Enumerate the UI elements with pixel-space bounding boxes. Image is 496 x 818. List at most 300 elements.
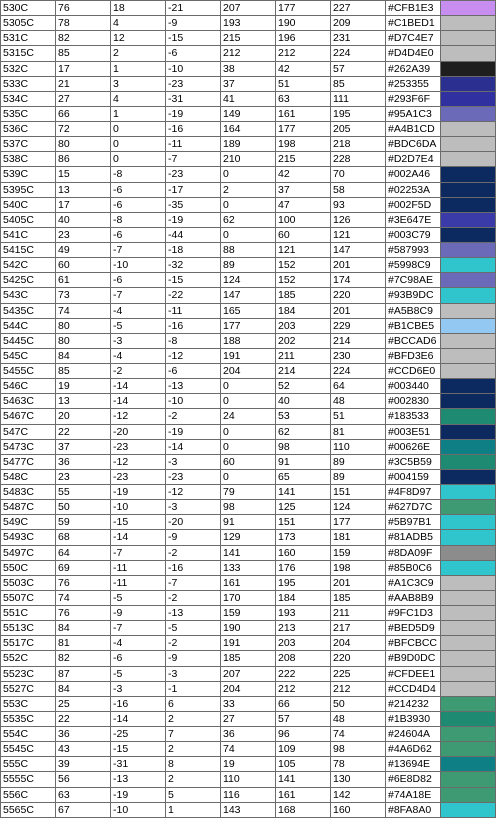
a-value-cell: 12 (111, 31, 166, 46)
hex-code-cell: #24604A (386, 727, 441, 742)
red-value-cell: 36 (221, 727, 276, 742)
lightness-cell: 87 (56, 666, 111, 681)
hex-code-cell: #A5B8C9 (386, 303, 441, 318)
red-value-cell: 0 (221, 227, 276, 242)
lightness-cell: 69 (56, 560, 111, 575)
blue-value-cell: 124 (331, 500, 386, 515)
green-value-cell: 53 (276, 409, 331, 424)
blue-value-cell: 174 (331, 273, 386, 288)
red-value-cell: 215 (221, 31, 276, 46)
color-code-cell: 5493C (1, 530, 56, 545)
blue-value-cell: 121 (331, 227, 386, 242)
red-value-cell: 38 (221, 61, 276, 76)
color-swatch (441, 575, 496, 590)
b-value-cell: -8 (166, 333, 221, 348)
color-swatch (441, 303, 496, 318)
a-value-cell: 0 (111, 137, 166, 152)
lightness-cell: 43 (56, 742, 111, 757)
green-value-cell: 203 (276, 636, 331, 651)
color-code-cell: 555C (1, 757, 56, 772)
b-value-cell: -16 (166, 318, 221, 333)
a-value-cell: -7 (111, 243, 166, 258)
color-code-cell: 532C (1, 61, 56, 76)
hex-code-cell: #214232 (386, 696, 441, 711)
lightness-cell: 61 (56, 273, 111, 288)
hex-code-cell: #002F5D (386, 197, 441, 212)
table-row (1, 802, 496, 817)
blue-value-cell: 185 (331, 590, 386, 605)
green-value-cell: 42 (276, 167, 331, 182)
a-value-cell: -8 (111, 212, 166, 227)
color-swatch (441, 454, 496, 469)
a-value-cell: -11 (111, 560, 166, 575)
blue-value-cell: 204 (331, 636, 386, 651)
green-value-cell: 40 (276, 394, 331, 409)
green-value-cell: 168 (276, 802, 331, 817)
green-value-cell: 212 (276, 46, 331, 61)
blue-value-cell: 218 (331, 137, 386, 152)
table-row (1, 318, 496, 333)
table-row (1, 31, 496, 46)
blue-value-cell: 229 (331, 318, 386, 333)
b-value-cell: -20 (166, 515, 221, 530)
green-value-cell: 141 (276, 485, 331, 500)
a-value-cell: -16 (111, 696, 166, 711)
a-value-cell: -10 (111, 500, 166, 515)
blue-value-cell: 58 (331, 182, 386, 197)
b-value-cell: -23 (166, 167, 221, 182)
lightness-cell: 66 (56, 106, 111, 121)
b-value-cell: -3 (166, 454, 221, 469)
red-value-cell: 165 (221, 303, 276, 318)
color-swatch (441, 1, 496, 16)
green-value-cell: 52 (276, 379, 331, 394)
color-code-cell: 5473C (1, 439, 56, 454)
a-value-cell: 4 (111, 91, 166, 106)
color-code-cell: 530C (1, 1, 56, 16)
red-value-cell: 116 (221, 787, 276, 802)
color-code-cell: 5425C (1, 273, 56, 288)
hex-code-cell: #5B97B1 (386, 515, 441, 530)
a-value-cell: -5 (111, 666, 166, 681)
hex-code-cell: #183533 (386, 409, 441, 424)
blue-value-cell: 227 (331, 1, 386, 16)
b-value-cell: 5 (166, 787, 221, 802)
hex-code-cell: #002830 (386, 394, 441, 409)
color-swatch (441, 606, 496, 621)
b-value-cell: -22 (166, 288, 221, 303)
blue-value-cell: 195 (331, 106, 386, 121)
color-swatch (441, 76, 496, 91)
blue-value-cell: 64 (331, 379, 386, 394)
blue-value-cell: 51 (331, 409, 386, 424)
red-value-cell: 207 (221, 1, 276, 16)
lightness-cell: 20 (56, 409, 111, 424)
hex-code-cell: #BFCBCC (386, 636, 441, 651)
blue-value-cell: 224 (331, 364, 386, 379)
lightness-cell: 85 (56, 364, 111, 379)
color-code-cell: 5503C (1, 575, 56, 590)
b-value-cell: 6 (166, 696, 221, 711)
red-value-cell: 185 (221, 651, 276, 666)
hex-code-cell: #D7C4E7 (386, 31, 441, 46)
a-value-cell: -12 (111, 409, 166, 424)
hex-code-cell: #1B3930 (386, 711, 441, 726)
table-row (1, 454, 496, 469)
color-code-cell: 539C (1, 167, 56, 182)
hex-code-cell: #BFD3E6 (386, 348, 441, 363)
color-swatch (441, 681, 496, 696)
hex-code-cell: #13694E (386, 757, 441, 772)
table-row (1, 742, 496, 757)
blue-value-cell: 98 (331, 742, 386, 757)
a-value-cell: 0 (111, 152, 166, 167)
color-swatch (441, 167, 496, 182)
color-swatch (441, 590, 496, 605)
b-value-cell: -2 (166, 545, 221, 560)
blue-value-cell: 89 (331, 469, 386, 484)
lightness-cell: 64 (56, 545, 111, 560)
color-code-cell: 531C (1, 31, 56, 46)
b-value-cell: -2 (166, 409, 221, 424)
a-value-cell: -13 (111, 772, 166, 787)
a-value-cell: -6 (111, 227, 166, 242)
red-value-cell: 141 (221, 545, 276, 560)
color-code-cell: 552C (1, 651, 56, 666)
table-row (1, 61, 496, 76)
color-code-cell: 5467C (1, 409, 56, 424)
hex-code-cell: #CCD4D4 (386, 681, 441, 696)
b-value-cell: -1 (166, 681, 221, 696)
blue-value-cell: 126 (331, 212, 386, 227)
table-row (1, 409, 496, 424)
color-code-cell: 5513C (1, 621, 56, 636)
green-value-cell: 151 (276, 515, 331, 530)
b-value-cell: -7 (166, 575, 221, 590)
table-row (1, 227, 496, 242)
color-swatch (441, 333, 496, 348)
color-swatch (441, 394, 496, 409)
color-swatch (441, 258, 496, 273)
a-value-cell: -4 (111, 636, 166, 651)
color-swatch (441, 212, 496, 227)
a-value-cell: -6 (111, 651, 166, 666)
a-value-cell: -7 (111, 545, 166, 560)
table-row (1, 696, 496, 711)
lightness-cell: 82 (56, 31, 111, 46)
a-value-cell: -14 (111, 394, 166, 409)
green-value-cell: 57 (276, 711, 331, 726)
a-value-cell: -9 (111, 606, 166, 621)
color-swatch (441, 379, 496, 394)
lightness-cell: 74 (56, 590, 111, 605)
red-value-cell: 89 (221, 258, 276, 273)
table-row (1, 681, 496, 696)
red-value-cell: 143 (221, 802, 276, 817)
hex-code-cell: #02253A (386, 182, 441, 197)
lightness-cell: 23 (56, 469, 111, 484)
lightness-cell: 50 (56, 500, 111, 515)
color-code-cell: 536C (1, 122, 56, 137)
color-swatch (441, 545, 496, 560)
hex-code-cell: #B9D0DC (386, 651, 441, 666)
color-code-cell: 5315C (1, 46, 56, 61)
lightness-cell: 22 (56, 711, 111, 726)
red-value-cell: 27 (221, 711, 276, 726)
lightness-cell: 80 (56, 333, 111, 348)
color-swatch (441, 469, 496, 484)
color-swatch (441, 16, 496, 31)
lightness-cell: 39 (56, 757, 111, 772)
hex-code-cell: #BED5D9 (386, 621, 441, 636)
blue-value-cell: 48 (331, 711, 386, 726)
color-code-cell: 5535C (1, 711, 56, 726)
red-value-cell: 60 (221, 454, 276, 469)
green-value-cell: 212 (276, 681, 331, 696)
color-swatch (441, 530, 496, 545)
color-swatch (441, 227, 496, 242)
blue-value-cell: 201 (331, 303, 386, 318)
red-value-cell: 188 (221, 333, 276, 348)
green-value-cell: 66 (276, 696, 331, 711)
b-value-cell: -14 (166, 439, 221, 454)
blue-value-cell: 70 (331, 167, 386, 182)
red-value-cell: 33 (221, 696, 276, 711)
b-value-cell: -12 (166, 485, 221, 500)
red-value-cell: 0 (221, 469, 276, 484)
color-code-cell: 5565C (1, 802, 56, 817)
table-row (1, 757, 496, 772)
hex-code-cell: #74A18E (386, 787, 441, 802)
lightness-cell: 76 (56, 606, 111, 621)
hex-code-cell: #AAB8B9 (386, 590, 441, 605)
green-value-cell: 177 (276, 1, 331, 16)
b-value-cell: -31 (166, 91, 221, 106)
table-row (1, 530, 496, 545)
hex-code-cell: #003C79 (386, 227, 441, 242)
a-value-cell: -14 (111, 530, 166, 545)
lightness-cell: 17 (56, 61, 111, 76)
hex-code-cell: #002A46 (386, 167, 441, 182)
b-value-cell: 2 (166, 742, 221, 757)
red-value-cell: 91 (221, 515, 276, 530)
green-value-cell: 222 (276, 666, 331, 681)
lightness-cell: 55 (56, 485, 111, 500)
color-swatch (441, 61, 496, 76)
red-value-cell: 191 (221, 636, 276, 651)
table-row (1, 575, 496, 590)
green-value-cell: 196 (276, 31, 331, 46)
green-value-cell: 213 (276, 621, 331, 636)
b-value-cell: -35 (166, 197, 221, 212)
b-value-cell: -44 (166, 227, 221, 242)
color-swatch (441, 182, 496, 197)
color-code-cell: 5435C (1, 303, 56, 318)
color-swatch (441, 137, 496, 152)
green-value-cell: 177 (276, 122, 331, 137)
a-value-cell: -4 (111, 348, 166, 363)
a-value-cell: -19 (111, 485, 166, 500)
hex-code-cell: #95A1C3 (386, 106, 441, 121)
green-value-cell: 215 (276, 152, 331, 167)
red-value-cell: 74 (221, 742, 276, 757)
hex-code-cell: #C1BED1 (386, 16, 441, 31)
blue-value-cell: 151 (331, 485, 386, 500)
red-value-cell: 79 (221, 485, 276, 500)
red-value-cell: 193 (221, 16, 276, 31)
red-value-cell: 147 (221, 288, 276, 303)
b-value-cell: -12 (166, 348, 221, 363)
lightness-cell: 68 (56, 530, 111, 545)
red-value-cell: 37 (221, 76, 276, 91)
lightness-cell: 78 (56, 16, 111, 31)
color-code-cell: 553C (1, 696, 56, 711)
a-value-cell: 3 (111, 76, 166, 91)
blue-value-cell: 205 (331, 122, 386, 137)
color-swatch (441, 696, 496, 711)
lightness-cell: 74 (56, 303, 111, 318)
lightness-cell: 56 (56, 772, 111, 787)
red-value-cell: 110 (221, 772, 276, 787)
table-row (1, 621, 496, 636)
table-row (1, 424, 496, 439)
color-code-cell: 540C (1, 197, 56, 212)
red-value-cell: 0 (221, 394, 276, 409)
color-swatch (441, 106, 496, 121)
blue-value-cell: 214 (331, 333, 386, 348)
red-value-cell: 124 (221, 273, 276, 288)
color-swatch (441, 711, 496, 726)
b-value-cell: -11 (166, 137, 221, 152)
b-value-cell: 8 (166, 757, 221, 772)
green-value-cell: 152 (276, 273, 331, 288)
a-value-cell: -31 (111, 757, 166, 772)
green-value-cell: 42 (276, 61, 331, 76)
color-code-cell: 5395C (1, 182, 56, 197)
green-value-cell: 60 (276, 227, 331, 242)
color-swatch (441, 560, 496, 575)
blue-value-cell: 147 (331, 243, 386, 258)
color-swatch (441, 515, 496, 530)
table-row (1, 333, 496, 348)
red-value-cell: 98 (221, 500, 276, 515)
green-value-cell: 198 (276, 137, 331, 152)
green-value-cell: 161 (276, 106, 331, 121)
lightness-cell: 15 (56, 167, 111, 182)
a-value-cell: -19 (111, 787, 166, 802)
blue-value-cell: 93 (331, 197, 386, 212)
blue-value-cell: 209 (331, 16, 386, 31)
a-value-cell: -12 (111, 454, 166, 469)
lightness-cell: 60 (56, 258, 111, 273)
lightness-cell: 86 (56, 152, 111, 167)
lightness-cell: 19 (56, 379, 111, 394)
table-row (1, 379, 496, 394)
hex-code-cell: #004159 (386, 469, 441, 484)
hex-code-cell: #CCD6E0 (386, 364, 441, 379)
a-value-cell: -14 (111, 379, 166, 394)
green-value-cell: 100 (276, 212, 331, 227)
lightness-cell: 23 (56, 227, 111, 242)
red-value-cell: 159 (221, 606, 276, 621)
color-code-cell: 534C (1, 91, 56, 106)
table-row (1, 167, 496, 182)
blue-value-cell: 85 (331, 76, 386, 91)
color-code-cell: 5477C (1, 454, 56, 469)
b-value-cell: -15 (166, 31, 221, 46)
color-code-cell: 556C (1, 787, 56, 802)
color-code-cell: 541C (1, 227, 56, 242)
lightness-cell: 80 (56, 137, 111, 152)
red-value-cell: 62 (221, 212, 276, 227)
table-row (1, 137, 496, 152)
hex-code-cell: #CFB1E3 (386, 1, 441, 16)
hex-code-cell: #D2D7E4 (386, 152, 441, 167)
table-row (1, 16, 496, 31)
a-value-cell: -15 (111, 515, 166, 530)
blue-value-cell: 130 (331, 772, 386, 787)
table-row (1, 606, 496, 621)
hex-code-cell: #587993 (386, 243, 441, 258)
green-value-cell: 62 (276, 424, 331, 439)
color-code-cell: 5517C (1, 636, 56, 651)
lightness-cell: 84 (56, 348, 111, 363)
a-value-cell: -2 (111, 364, 166, 379)
color-code-cell: 538C (1, 152, 56, 167)
hex-code-cell: #B1CBE5 (386, 318, 441, 333)
red-value-cell: 133 (221, 560, 276, 575)
table-row (1, 560, 496, 575)
green-value-cell: 63 (276, 91, 331, 106)
hex-code-cell: #6E8D82 (386, 772, 441, 787)
green-value-cell: 195 (276, 575, 331, 590)
table-row (1, 545, 496, 560)
table-row (1, 212, 496, 227)
red-value-cell: 0 (221, 424, 276, 439)
hex-code-cell: #CFDEE1 (386, 666, 441, 681)
b-value-cell: -11 (166, 303, 221, 318)
color-swatch (441, 122, 496, 137)
color-swatch (441, 666, 496, 681)
a-value-cell: -5 (111, 590, 166, 605)
lightness-cell: 76 (56, 575, 111, 590)
blue-value-cell: 48 (331, 394, 386, 409)
lightness-cell: 22 (56, 424, 111, 439)
color-code-cell: 5463C (1, 394, 56, 409)
color-swatch (441, 621, 496, 636)
hex-code-cell: #627D7C (386, 500, 441, 515)
a-value-cell: -5 (111, 318, 166, 333)
color-swatch (441, 802, 496, 817)
table-row (1, 590, 496, 605)
red-value-cell: 19 (221, 757, 276, 772)
a-value-cell: -6 (111, 273, 166, 288)
color-swatch (441, 364, 496, 379)
color-code-cell: 5483C (1, 485, 56, 500)
table-row (1, 197, 496, 212)
b-value-cell: -10 (166, 394, 221, 409)
red-value-cell: 88 (221, 243, 276, 258)
blue-value-cell: 228 (331, 152, 386, 167)
blue-value-cell: 201 (331, 258, 386, 273)
hex-code-cell: #BCCAD6 (386, 333, 441, 348)
color-code-cell: 544C (1, 318, 56, 333)
color-swatch (441, 439, 496, 454)
green-value-cell: 161 (276, 787, 331, 802)
lightness-cell: 59 (56, 515, 111, 530)
blue-value-cell: 142 (331, 787, 386, 802)
b-value-cell: -6 (166, 46, 221, 61)
